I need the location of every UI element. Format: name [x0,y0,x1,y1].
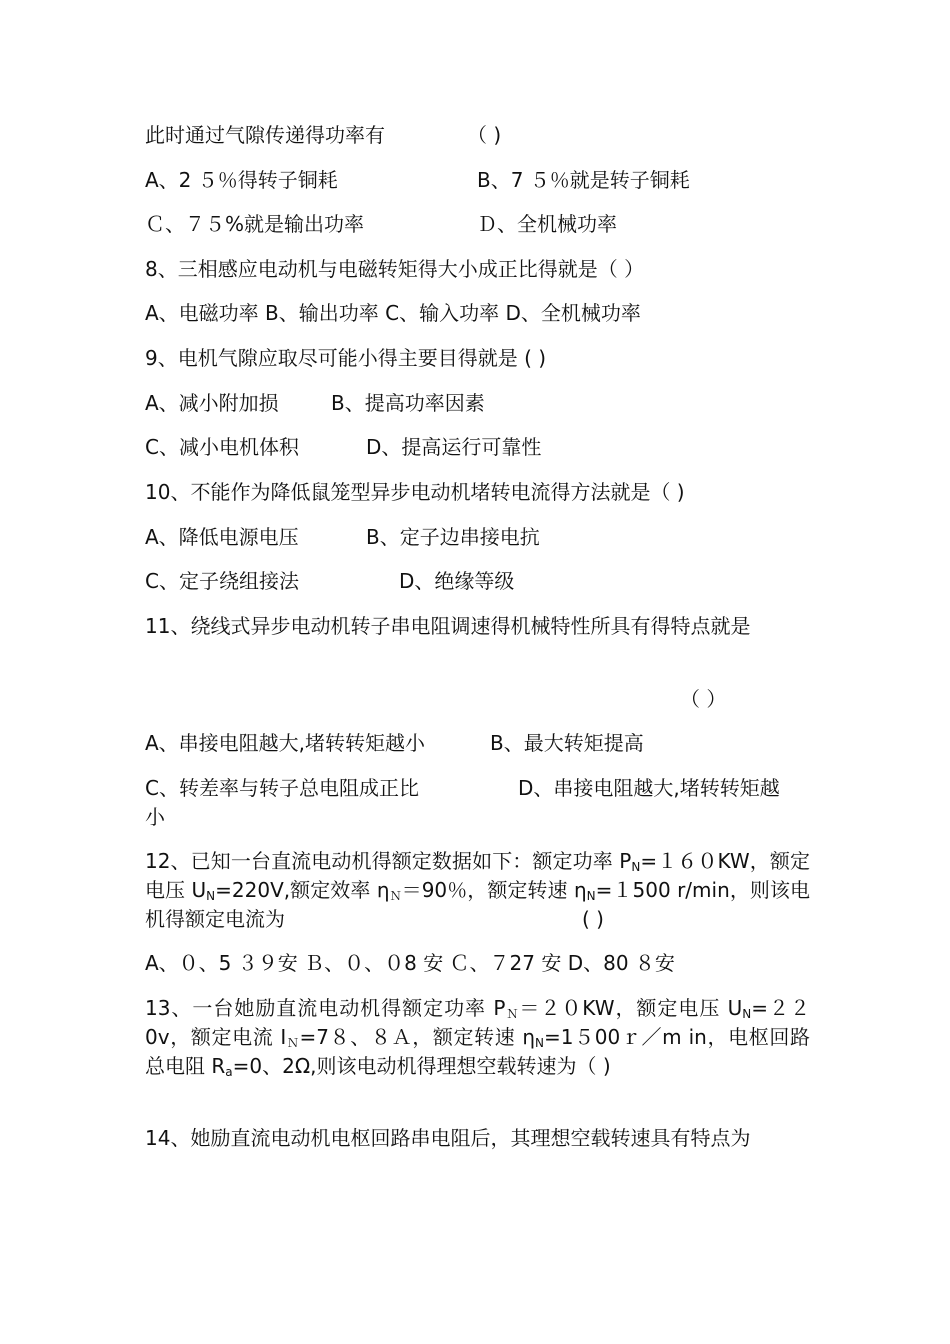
option-b: B、最大转矩提高 [490,731,644,755]
option-d-continued: 小 [145,805,165,829]
option-a: A、串接电阻越大,堵转转矩越小 [145,731,426,755]
question-11-options-ab [145,729,644,757]
answer-paren: （ ） [680,687,727,711]
option-d: Ｄ、全机械功率 [477,212,617,236]
answer-paren: （ ) [467,123,502,147]
question-9-options-ab [145,389,485,417]
option-d: D、提高运行可靠性 [366,435,542,459]
question-10: 10、不能作为降低鼠笼型异步电动机堵转电流得方法就是（ ) [145,480,685,504]
question-text: 此时通过气隙传递得功率有 [145,123,385,147]
option-b: B、提高功率因素 [331,391,485,415]
subscript: Ｎ [389,889,402,903]
question-11-options-cd [145,774,780,802]
option-c: Ｃ、７５%就是输出功率 [145,212,365,236]
option-c: C、转差率与转子总电阻成正比 [145,776,419,800]
subscript: N [206,889,216,903]
question-14: 14、她励直流电动机电枢回路串电阻后，其理想空载转速具有特点为 [145,1126,751,1150]
question-11: 11、绕线式异步电动机转子串电阻调速得机械特性所具有得特点就是 [145,614,751,638]
question-7-options-ab [145,166,690,194]
question-10-options-ab [145,523,540,551]
question-9: 9、电机气隙应取尽可能小得主要目得就是 ( ) [145,346,547,370]
subscript: Ｎ [505,1007,520,1021]
option-d: D、绝缘等级 [399,569,515,593]
question-13: 13、一台她励直流电动机得额定功率 $P_N=20KW$，额定电压 $U_N=220v$，额定电流 $I_N=78$、８Ａ，额定转速 $\eta_N=1500r/m$ in，电枢回路总电阻 $R_a=0$、2Ω,则该电动机得理想空载转速为（ ) [145,996,811,1079]
option-a: A、降低电源电压 [145,525,299,549]
question-12-options: A、０、5 ３９安 Ｂ、０、０8 安 Ｃ、７27 安 D、80 ８安 [145,951,675,975]
question-10-options-cd [145,567,515,595]
question-9-options-cd [145,433,542,461]
answer-paren: ( ) [582,907,604,931]
question-7-stem-tail [145,121,502,149]
option-d: D、串接电阻越大,堵转转矩越 [518,776,780,800]
option-a: A、2 ５％得转子铜耗 [145,168,338,192]
question-12: 12、已知一台直流电动机得额定数据如下：额定功率 $P_N=160KW$，额定电压 $U_N=220V$,额定效率 $\eta_N=90$％，额定转速 $\eta_N=1500$ r/min，则该电机得额定电流为 [145,849,811,931]
subscript: N [586,889,596,903]
option-b: B、7 ５％就是转子铜耗 [477,168,690,192]
option-b: B、定子边串接电抗 [366,525,540,549]
option-c: C、减小电机体积 [145,435,299,459]
subscript: a [225,1065,233,1079]
option-a: A、减小附加损 [145,391,279,415]
question-8: 8、三相感应电动机与电磁转矩得大小成正比得就是（ ） [145,257,645,281]
subscript: N [535,1036,545,1050]
subscript: N [631,860,641,874]
question-8-options: A、电磁功率 B、输出功率 C、输入功率 D、全机械功率 [145,301,641,325]
option-c: C、定子绕组接法 [145,569,299,593]
subscript: N [742,1007,752,1021]
subscript: Ｎ [286,1036,300,1050]
question-7-options-cd [145,210,617,238]
